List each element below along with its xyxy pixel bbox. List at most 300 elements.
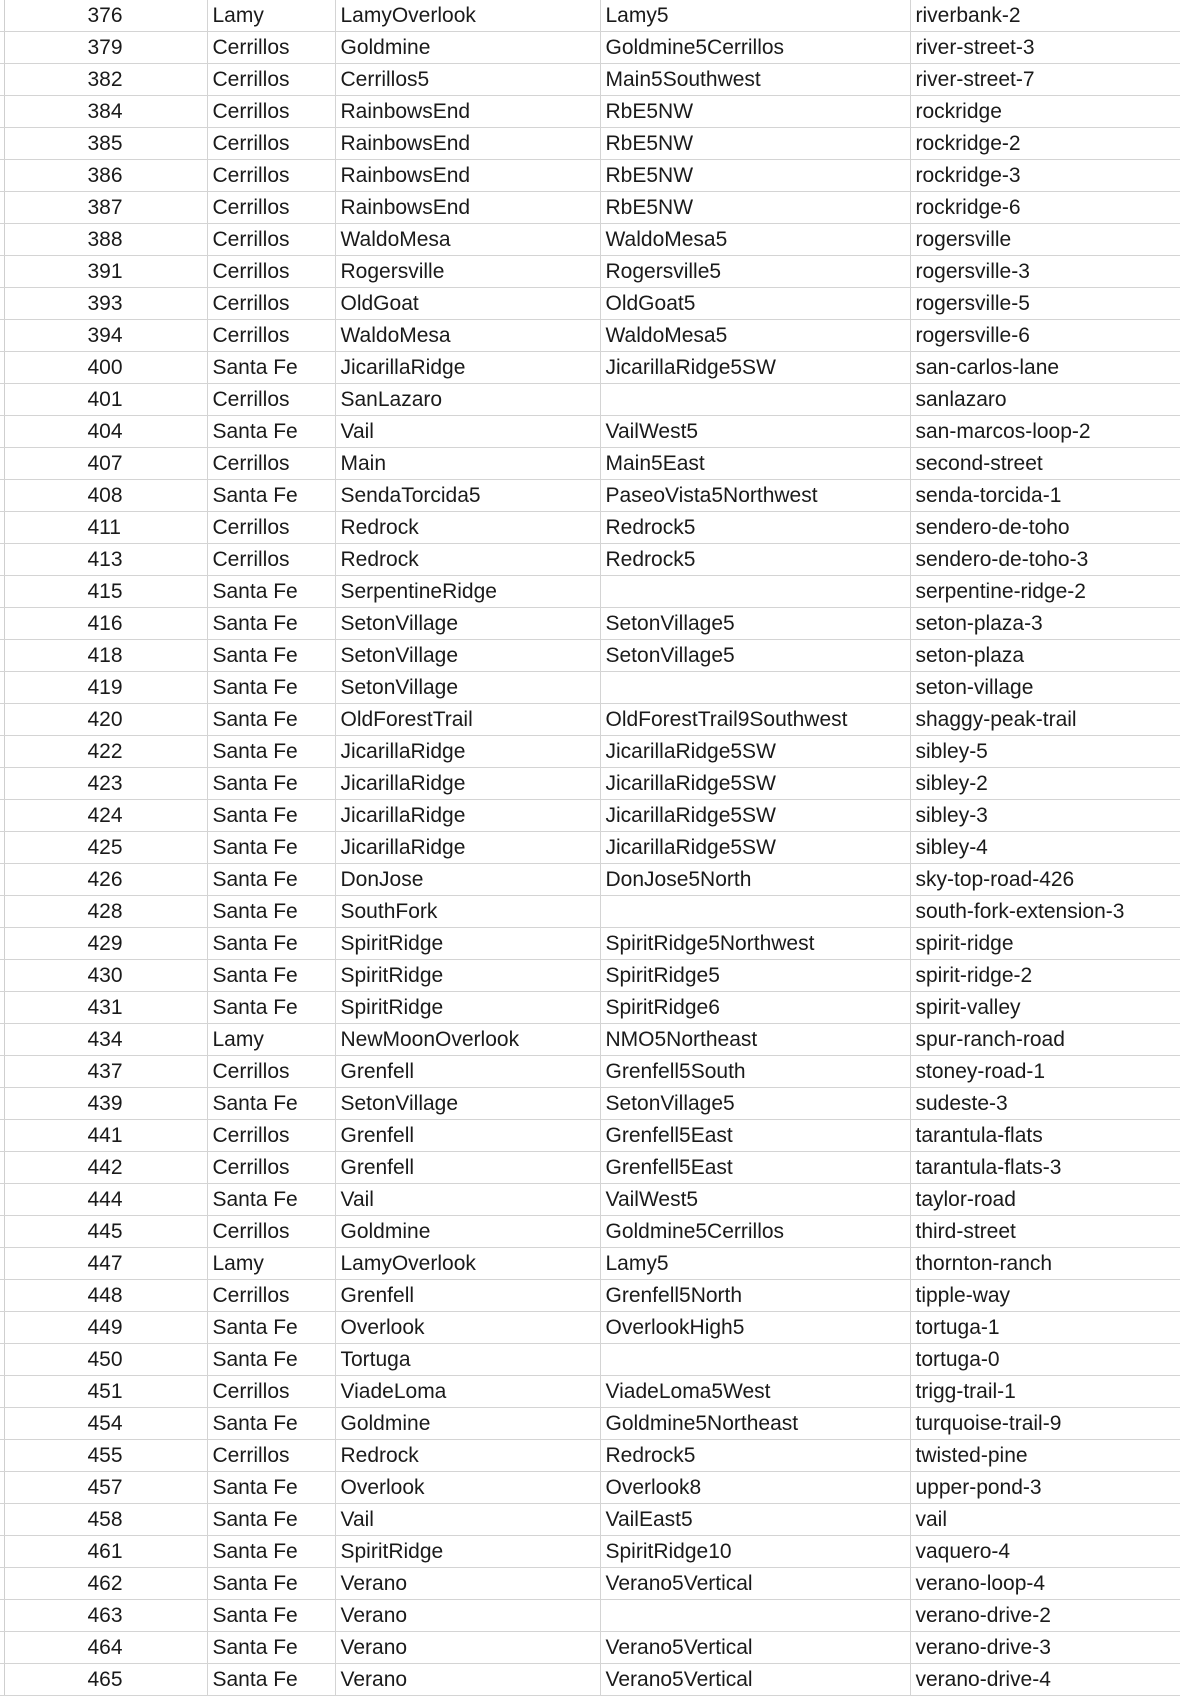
cell-id[interactable]: 451 <box>4 1376 207 1408</box>
cell-tower[interactable]: RbE5NW <box>600 192 910 224</box>
cell-id[interactable]: 391 <box>4 256 207 288</box>
cell-tower[interactable] <box>600 1600 910 1632</box>
cell-slug[interactable]: rogersville-5 <box>910 288 1180 320</box>
cell-id[interactable]: 434 <box>4 1024 207 1056</box>
cell-site[interactable]: SetonVillage <box>335 1088 600 1120</box>
table-row <box>0 0 1180 32</box>
table-row <box>0 1216 1180 1248</box>
cell-tower[interactable]: JicarillaRidge5SW <box>600 800 910 832</box>
cell-slug[interactable]: stoney-road-1 <box>910 1056 1180 1088</box>
cell-site[interactable]: Vail <box>335 1504 600 1536</box>
cell-city[interactable]: Santa Fe <box>207 704 335 736</box>
cell-slug[interactable]: trigg-trail-1 <box>910 1376 1180 1408</box>
cell-city[interactable]: Cerrillos <box>207 1280 335 1312</box>
cell-city[interactable]: Cerrillos <box>207 448 335 480</box>
cell-slug[interactable]: upper-pond-3 <box>910 1472 1180 1504</box>
cell-slug[interactable]: sendero-de-toho <box>910 512 1180 544</box>
cell-slug[interactable]: turquoise-trail-9 <box>910 1408 1180 1440</box>
cell-city[interactable]: Cerrillos <box>207 96 335 128</box>
cell-id[interactable]: 394 <box>4 320 207 352</box>
table-row <box>0 576 1180 608</box>
cell-id[interactable]: 404 <box>4 416 207 448</box>
table-row <box>0 672 1180 704</box>
table-row <box>0 1344 1180 1376</box>
cell-city[interactable]: Santa Fe <box>207 768 335 800</box>
cell-id[interactable]: 422 <box>4 736 207 768</box>
cell-site[interactable]: JicarillaRidge <box>335 352 600 384</box>
cell-site[interactable]: DonJose <box>335 864 600 896</box>
table-row <box>0 1248 1180 1280</box>
cell-id[interactable]: 384 <box>4 96 207 128</box>
cell-site[interactable]: NewMoonOverlook <box>335 1024 600 1056</box>
table-row <box>0 1376 1180 1408</box>
cell-slug[interactable]: spirit-ridge <box>910 928 1180 960</box>
cell-site[interactable]: SendaTorcida5 <box>335 480 600 512</box>
cell-city[interactable]: Santa Fe <box>207 1504 335 1536</box>
cell-slug[interactable]: verano-loop-4 <box>910 1568 1180 1600</box>
cell-tower[interactable]: OverlookHigh5 <box>600 1312 910 1344</box>
cell-slug[interactable]: river-street-7 <box>910 64 1180 96</box>
cell-slug[interactable]: seton-village <box>910 672 1180 704</box>
cell-id[interactable]: 425 <box>4 832 207 864</box>
cell-slug[interactable]: spirit-valley <box>910 992 1180 1024</box>
table-row <box>0 992 1180 1024</box>
cell-slug[interactable]: serpentine-ridge-2 <box>910 576 1180 608</box>
cell-tower[interactable]: Lamy5 <box>600 1248 910 1280</box>
cell-tower[interactable]: Overlook8 <box>600 1472 910 1504</box>
cell-city[interactable]: Cerrillos <box>207 1152 335 1184</box>
cell-site[interactable]: SpiritRidge <box>335 992 600 1024</box>
cell-id[interactable]: 445 <box>4 1216 207 1248</box>
cell-id[interactable]: 457 <box>4 1472 207 1504</box>
cell-city[interactable]: Cerrillos <box>207 32 335 64</box>
cell-tower[interactable]: JicarillaRidge5SW <box>600 736 910 768</box>
cell-city[interactable]: Cerrillos <box>207 512 335 544</box>
table-row <box>0 1440 1180 1472</box>
cell-tower[interactable]: Verano5Vertical <box>600 1632 910 1664</box>
cell-slug[interactable]: tarantula-flats-3 <box>910 1152 1180 1184</box>
cell-id[interactable]: 379 <box>4 32 207 64</box>
cell-tower[interactable]: Grenfell5North <box>600 1280 910 1312</box>
cell-slug[interactable]: sanlazaro <box>910 384 1180 416</box>
cell-site[interactable]: SetonVillage <box>335 640 600 672</box>
cell-slug[interactable]: vaquero-4 <box>910 1536 1180 1568</box>
cell-city[interactable]: Cerrillos <box>207 1216 335 1248</box>
cell-tower[interactable] <box>600 576 910 608</box>
cell-slug[interactable]: seton-plaza <box>910 640 1180 672</box>
cell-site[interactable]: RainbowsEnd <box>335 192 600 224</box>
table-row <box>0 768 1180 800</box>
cell-slug[interactable]: spirit-ridge-2 <box>910 960 1180 992</box>
cell-id[interactable]: 426 <box>4 864 207 896</box>
cell-tower[interactable]: Lamy5 <box>600 0 910 32</box>
cell-id[interactable]: 393 <box>4 288 207 320</box>
cell-tower[interactable]: JicarillaRidge5SW <box>600 768 910 800</box>
table-row <box>0 480 1180 512</box>
cell-tower[interactable]: Grenfell5East <box>600 1152 910 1184</box>
cell-id[interactable]: 462 <box>4 1568 207 1600</box>
cell-site[interactable]: LamyOverlook <box>335 0 600 32</box>
cell-id[interactable]: 448 <box>4 1280 207 1312</box>
table-row <box>0 256 1180 288</box>
cell-id[interactable]: 429 <box>4 928 207 960</box>
cell-id[interactable]: 430 <box>4 960 207 992</box>
cell-id[interactable]: 442 <box>4 1152 207 1184</box>
cell-slug[interactable]: sendero-de-toho-3 <box>910 544 1180 576</box>
cell-city[interactable]: Cerrillos <box>207 160 335 192</box>
table-row <box>0 544 1180 576</box>
cell-site[interactable]: Verano <box>335 1664 600 1696</box>
table-row <box>0 1632 1180 1664</box>
cell-site[interactable]: Grenfell <box>335 1280 600 1312</box>
cell-id[interactable]: 388 <box>4 224 207 256</box>
cell-city[interactable]: Santa Fe <box>207 1312 335 1344</box>
table-row <box>0 1312 1180 1344</box>
cell-city[interactable]: Santa Fe <box>207 1088 335 1120</box>
cell-tower[interactable]: SpiritRidge10 <box>600 1536 910 1568</box>
cell-id[interactable]: 449 <box>4 1312 207 1344</box>
cell-slug[interactable]: tarantula-flats <box>910 1120 1180 1152</box>
cell-slug[interactable]: spur-ranch-road <box>910 1024 1180 1056</box>
cell-tower[interactable]: Goldmine5Cerrillos <box>600 32 910 64</box>
cell-site[interactable]: SanLazaro <box>335 384 600 416</box>
cell-site[interactable]: Verano <box>335 1600 600 1632</box>
cell-tower[interactable] <box>600 672 910 704</box>
cell-slug[interactable]: tortuga-0 <box>910 1344 1180 1376</box>
table-row <box>0 1472 1180 1504</box>
cell-site[interactable]: Goldmine <box>335 1408 600 1440</box>
cell-tower[interactable]: Goldmine5Northeast <box>600 1408 910 1440</box>
cell-id[interactable]: 418 <box>4 640 207 672</box>
cell-tower[interactable]: Goldmine5Cerrillos <box>600 1216 910 1248</box>
cell-site[interactable]: Grenfell <box>335 1152 600 1184</box>
cell-tower[interactable]: Rogersville5 <box>600 256 910 288</box>
cell-slug[interactable]: second-street <box>910 448 1180 480</box>
cell-slug[interactable]: sibley-4 <box>910 832 1180 864</box>
cell-site[interactable]: RainbowsEnd <box>335 128 600 160</box>
cell-city[interactable]: Lamy <box>207 1024 335 1056</box>
table-row <box>0 1664 1180 1696</box>
cell-id[interactable]: 416 <box>4 608 207 640</box>
cell-site[interactable]: JicarillaRidge <box>335 736 600 768</box>
cell-slug[interactable]: rockridge-6 <box>910 192 1180 224</box>
cell-city[interactable]: Santa Fe <box>207 608 335 640</box>
cell-site[interactable]: SpiritRidge <box>335 960 600 992</box>
cell-site[interactable]: Vail <box>335 416 600 448</box>
cell-id[interactable]: 385 <box>4 128 207 160</box>
cell-id[interactable]: 441 <box>4 1120 207 1152</box>
cell-tower[interactable] <box>600 1344 910 1376</box>
cell-city[interactable]: Cerrillos <box>207 1120 335 1152</box>
cell-site[interactable]: Rogersville <box>335 256 600 288</box>
table-row <box>0 352 1180 384</box>
cell-tower[interactable]: DonJose5North <box>600 864 910 896</box>
cell-city[interactable]: Santa Fe <box>207 672 335 704</box>
cell-city[interactable]: Santa Fe <box>207 992 335 1024</box>
cell-tower[interactable]: OldForestTrail9Southwest <box>600 704 910 736</box>
cell-city[interactable]: Cerrillos <box>207 256 335 288</box>
cell-id[interactable]: 408 <box>4 480 207 512</box>
cell-slug[interactable]: san-carlos-lane <box>910 352 1180 384</box>
cell-city[interactable]: Santa Fe <box>207 1600 335 1632</box>
table-row <box>0 512 1180 544</box>
cell-tower[interactable]: Redrock5 <box>600 544 910 576</box>
cell-tower[interactable]: VailWest5 <box>600 1184 910 1216</box>
cell-site[interactable]: JicarillaRidge <box>335 832 600 864</box>
table-row <box>0 96 1180 128</box>
cell-city[interactable]: Santa Fe <box>207 1344 335 1376</box>
cell-id[interactable]: 465 <box>4 1664 207 1696</box>
cell-city[interactable]: Santa Fe <box>207 800 335 832</box>
cell-id[interactable]: 411 <box>4 512 207 544</box>
cell-slug[interactable]: river-street-3 <box>910 32 1180 64</box>
cell-city[interactable]: Santa Fe <box>207 896 335 928</box>
cell-site[interactable]: SpiritRidge <box>335 928 600 960</box>
cell-id[interactable]: 413 <box>4 544 207 576</box>
cell-tower[interactable]: JicarillaRidge5SW <box>600 352 910 384</box>
cell-slug[interactable]: verano-drive-3 <box>910 1632 1180 1664</box>
cell-site[interactable]: OldForestTrail <box>335 704 600 736</box>
cell-site[interactable]: Redrock <box>335 544 600 576</box>
cell-tower[interactable]: SpiritRidge6 <box>600 992 910 1024</box>
table-row <box>0 896 1180 928</box>
cell-tower[interactable]: Redrock5 <box>600 512 910 544</box>
cell-id[interactable]: 461 <box>4 1536 207 1568</box>
cell-city[interactable]: Santa Fe <box>207 1408 335 1440</box>
cell-tower[interactable]: RbE5NW <box>600 160 910 192</box>
cell-tower[interactable]: Grenfell5East <box>600 1120 910 1152</box>
cell-slug[interactable]: rogersville-6 <box>910 320 1180 352</box>
cell-slug[interactable]: vail <box>910 1504 1180 1536</box>
cell-id[interactable]: 463 <box>4 1600 207 1632</box>
cell-slug[interactable]: rockridge-3 <box>910 160 1180 192</box>
cell-tower[interactable] <box>600 384 910 416</box>
cell-id[interactable]: 444 <box>4 1184 207 1216</box>
cell-city[interactable]: Santa Fe <box>207 832 335 864</box>
cell-slug[interactable]: sky-top-road-426 <box>910 864 1180 896</box>
cell-tower[interactable]: VailEast5 <box>600 1504 910 1536</box>
cell-city[interactable]: Santa Fe <box>207 1632 335 1664</box>
cell-site[interactable]: RainbowsEnd <box>335 160 600 192</box>
cell-slug[interactable]: riverbank-2 <box>910 0 1180 32</box>
cell-slug[interactable]: twisted-pine <box>910 1440 1180 1472</box>
table-row <box>0 384 1180 416</box>
cell-city[interactable]: Santa Fe <box>207 1184 335 1216</box>
cell-city[interactable]: Santa Fe <box>207 1664 335 1696</box>
cell-slug[interactable]: rockridge-2 <box>910 128 1180 160</box>
cell-slug[interactable]: shaggy-peak-trail <box>910 704 1180 736</box>
table-row <box>0 800 1180 832</box>
table-row <box>0 1088 1180 1120</box>
cell-id[interactable]: 420 <box>4 704 207 736</box>
cell-tower[interactable]: Main5Southwest <box>600 64 910 96</box>
cell-site[interactable]: Overlook <box>335 1472 600 1504</box>
cell-id[interactable]: 415 <box>4 576 207 608</box>
cell-site[interactable]: Vail <box>335 1184 600 1216</box>
cell-id[interactable]: 428 <box>4 896 207 928</box>
cell-city[interactable]: Lamy <box>207 0 335 32</box>
cell-slug[interactable]: sibley-5 <box>910 736 1180 768</box>
cell-city[interactable]: Cerrillos <box>207 192 335 224</box>
cell-site[interactable]: Grenfell <box>335 1056 600 1088</box>
cell-tower[interactable]: WaldoMesa5 <box>600 320 910 352</box>
cell-city[interactable]: Santa Fe <box>207 864 335 896</box>
cell-slug[interactable]: verano-drive-2 <box>910 1600 1180 1632</box>
cell-tower[interactable]: Main5East <box>600 448 910 480</box>
cell-tower[interactable]: ViadeLoma5West <box>600 1376 910 1408</box>
cell-city[interactable]: Cerrillos <box>207 320 335 352</box>
cell-id[interactable]: 464 <box>4 1632 207 1664</box>
cell-slug[interactable]: thornton-ranch <box>910 1248 1180 1280</box>
cell-city[interactable]: Cerrillos <box>207 1440 335 1472</box>
cell-tower[interactable]: SpiritRidge5Northwest <box>600 928 910 960</box>
cell-site[interactable]: SouthFork <box>335 896 600 928</box>
cell-tower[interactable]: Verano5Vertical <box>600 1664 910 1696</box>
cell-id[interactable]: 431 <box>4 992 207 1024</box>
cell-id[interactable]: 424 <box>4 800 207 832</box>
cell-id[interactable]: 401 <box>4 384 207 416</box>
cell-slug[interactable]: tipple-way <box>910 1280 1180 1312</box>
cell-slug[interactable]: tortuga-1 <box>910 1312 1180 1344</box>
cell-city[interactable]: Cerrillos <box>207 224 335 256</box>
cell-city[interactable]: Cerrillos <box>207 384 335 416</box>
cell-slug[interactable]: third-street <box>910 1216 1180 1248</box>
cell-city[interactable]: Cerrillos <box>207 64 335 96</box>
cell-id[interactable]: 439 <box>4 1088 207 1120</box>
cell-tower[interactable]: NMO5Northeast <box>600 1024 910 1056</box>
cell-tower[interactable]: RbE5NW <box>600 128 910 160</box>
cell-tower[interactable]: OldGoat5 <box>600 288 910 320</box>
cell-id[interactable]: 455 <box>4 1440 207 1472</box>
cell-id[interactable]: 407 <box>4 448 207 480</box>
cell-site[interactable]: ViadeLoma <box>335 1376 600 1408</box>
cell-site[interactable]: Overlook <box>335 1312 600 1344</box>
cell-city[interactable]: Santa Fe <box>207 1568 335 1600</box>
cell-id[interactable]: 447 <box>4 1248 207 1280</box>
cell-city[interactable]: Santa Fe <box>207 352 335 384</box>
cell-site[interactable]: Redrock <box>335 512 600 544</box>
cell-tower[interactable]: Grenfell5South <box>600 1056 910 1088</box>
cell-tower[interactable]: SetonVillage5 <box>600 608 910 640</box>
cell-site[interactable]: Goldmine <box>335 32 600 64</box>
cell-slug[interactable]: sibley-2 <box>910 768 1180 800</box>
cell-site[interactable]: WaldoMesa <box>335 320 600 352</box>
cell-tower[interactable]: RbE5NW <box>600 96 910 128</box>
cell-id[interactable]: 387 <box>4 192 207 224</box>
cell-site[interactable]: Tortuga <box>335 1344 600 1376</box>
cell-tower[interactable] <box>600 896 910 928</box>
cell-slug[interactable]: rogersville-3 <box>910 256 1180 288</box>
cell-site[interactable]: JicarillaRidge <box>335 800 600 832</box>
cell-tower[interactable]: JicarillaRidge5SW <box>600 832 910 864</box>
table-row <box>0 1504 1180 1536</box>
cell-city[interactable]: Santa Fe <box>207 576 335 608</box>
cell-id[interactable]: 437 <box>4 1056 207 1088</box>
table-row <box>0 1120 1180 1152</box>
table-row <box>0 704 1180 736</box>
cell-slug[interactable]: rockridge <box>910 96 1180 128</box>
cell-slug[interactable]: sibley-3 <box>910 800 1180 832</box>
cell-slug[interactable]: seton-plaza-3 <box>910 608 1180 640</box>
cell-city[interactable]: Santa Fe <box>207 960 335 992</box>
cell-id[interactable]: 458 <box>4 1504 207 1536</box>
cell-city[interactable]: Cerrillos <box>207 288 335 320</box>
cell-site[interactable]: Verano <box>335 1632 600 1664</box>
cell-site[interactable]: SpiritRidge <box>335 1536 600 1568</box>
cell-slug[interactable]: senda-torcida-1 <box>910 480 1180 512</box>
cell-city[interactable]: Santa Fe <box>207 1472 335 1504</box>
cell-tower[interactable]: PaseoVista5Northwest <box>600 480 910 512</box>
cell-id[interactable]: 450 <box>4 1344 207 1376</box>
cell-city[interactable]: Santa Fe <box>207 640 335 672</box>
cell-site[interactable]: Main <box>335 448 600 480</box>
cell-tower[interactable]: VailWest5 <box>600 416 910 448</box>
cell-city[interactable]: Santa Fe <box>207 480 335 512</box>
cell-city[interactable]: Santa Fe <box>207 416 335 448</box>
cell-site[interactable]: SetonVillage <box>335 608 600 640</box>
cell-slug[interactable]: rogersville <box>910 224 1180 256</box>
table-row <box>0 864 1180 896</box>
cell-id[interactable]: 400 <box>4 352 207 384</box>
cell-tower[interactable]: WaldoMesa5 <box>600 224 910 256</box>
cell-id[interactable]: 419 <box>4 672 207 704</box>
table-row <box>0 640 1180 672</box>
cell-site[interactable]: OldGoat <box>335 288 600 320</box>
cell-id[interactable]: 454 <box>4 1408 207 1440</box>
cell-city[interactable]: Santa Fe <box>207 928 335 960</box>
cell-tower[interactable]: SetonVillage5 <box>600 640 910 672</box>
cell-tower[interactable]: SpiritRidge5 <box>600 960 910 992</box>
table-row <box>0 1184 1180 1216</box>
cell-city[interactable]: Santa Fe <box>207 1536 335 1568</box>
table-row <box>0 192 1180 224</box>
cell-city[interactable]: Cerrillos <box>207 1376 335 1408</box>
cell-id[interactable]: 382 <box>4 64 207 96</box>
cell-slug[interactable]: san-marcos-loop-2 <box>910 416 1180 448</box>
cell-site[interactable]: LamyOverlook <box>335 1248 600 1280</box>
cell-city[interactable]: Lamy <box>207 1248 335 1280</box>
cell-site[interactable]: SerpentineRidge <box>335 576 600 608</box>
cell-tower[interactable]: Verano5Vertical <box>600 1568 910 1600</box>
cell-site[interactable]: JicarillaRidge <box>335 768 600 800</box>
cell-site[interactable]: WaldoMesa <box>335 224 600 256</box>
cell-site[interactable]: Cerrillos5 <box>335 64 600 96</box>
table-row <box>0 1280 1180 1312</box>
cell-slug[interactable]: verano-drive-4 <box>910 1664 1180 1696</box>
cell-id[interactable]: 423 <box>4 768 207 800</box>
cell-site[interactable]: Goldmine <box>335 1216 600 1248</box>
cell-slug[interactable]: sudeste-3 <box>910 1088 1180 1120</box>
table-row <box>0 64 1180 96</box>
table-row <box>0 448 1180 480</box>
cell-slug[interactable]: taylor-road <box>910 1184 1180 1216</box>
cell-city[interactable]: Santa Fe <box>207 736 335 768</box>
cell-slug[interactable]: south-fork-extension-3 <box>910 896 1180 928</box>
cell-tower[interactable]: Redrock5 <box>600 1440 910 1472</box>
cell-site[interactable]: SetonVillage <box>335 672 600 704</box>
cell-city[interactable]: Cerrillos <box>207 128 335 160</box>
cell-site[interactable]: Grenfell <box>335 1120 600 1152</box>
table-row <box>0 224 1180 256</box>
cell-city[interactable]: Cerrillos <box>207 1056 335 1088</box>
cell-id[interactable]: 376 <box>4 0 207 32</box>
cell-site[interactable]: Redrock <box>335 1440 600 1472</box>
cell-tower[interactable]: SetonVillage5 <box>600 1088 910 1120</box>
cell-city[interactable]: Cerrillos <box>207 544 335 576</box>
cell-id[interactable]: 386 <box>4 160 207 192</box>
cell-site[interactable]: RainbowsEnd <box>335 96 600 128</box>
cell-site[interactable]: Verano <box>335 1568 600 1600</box>
